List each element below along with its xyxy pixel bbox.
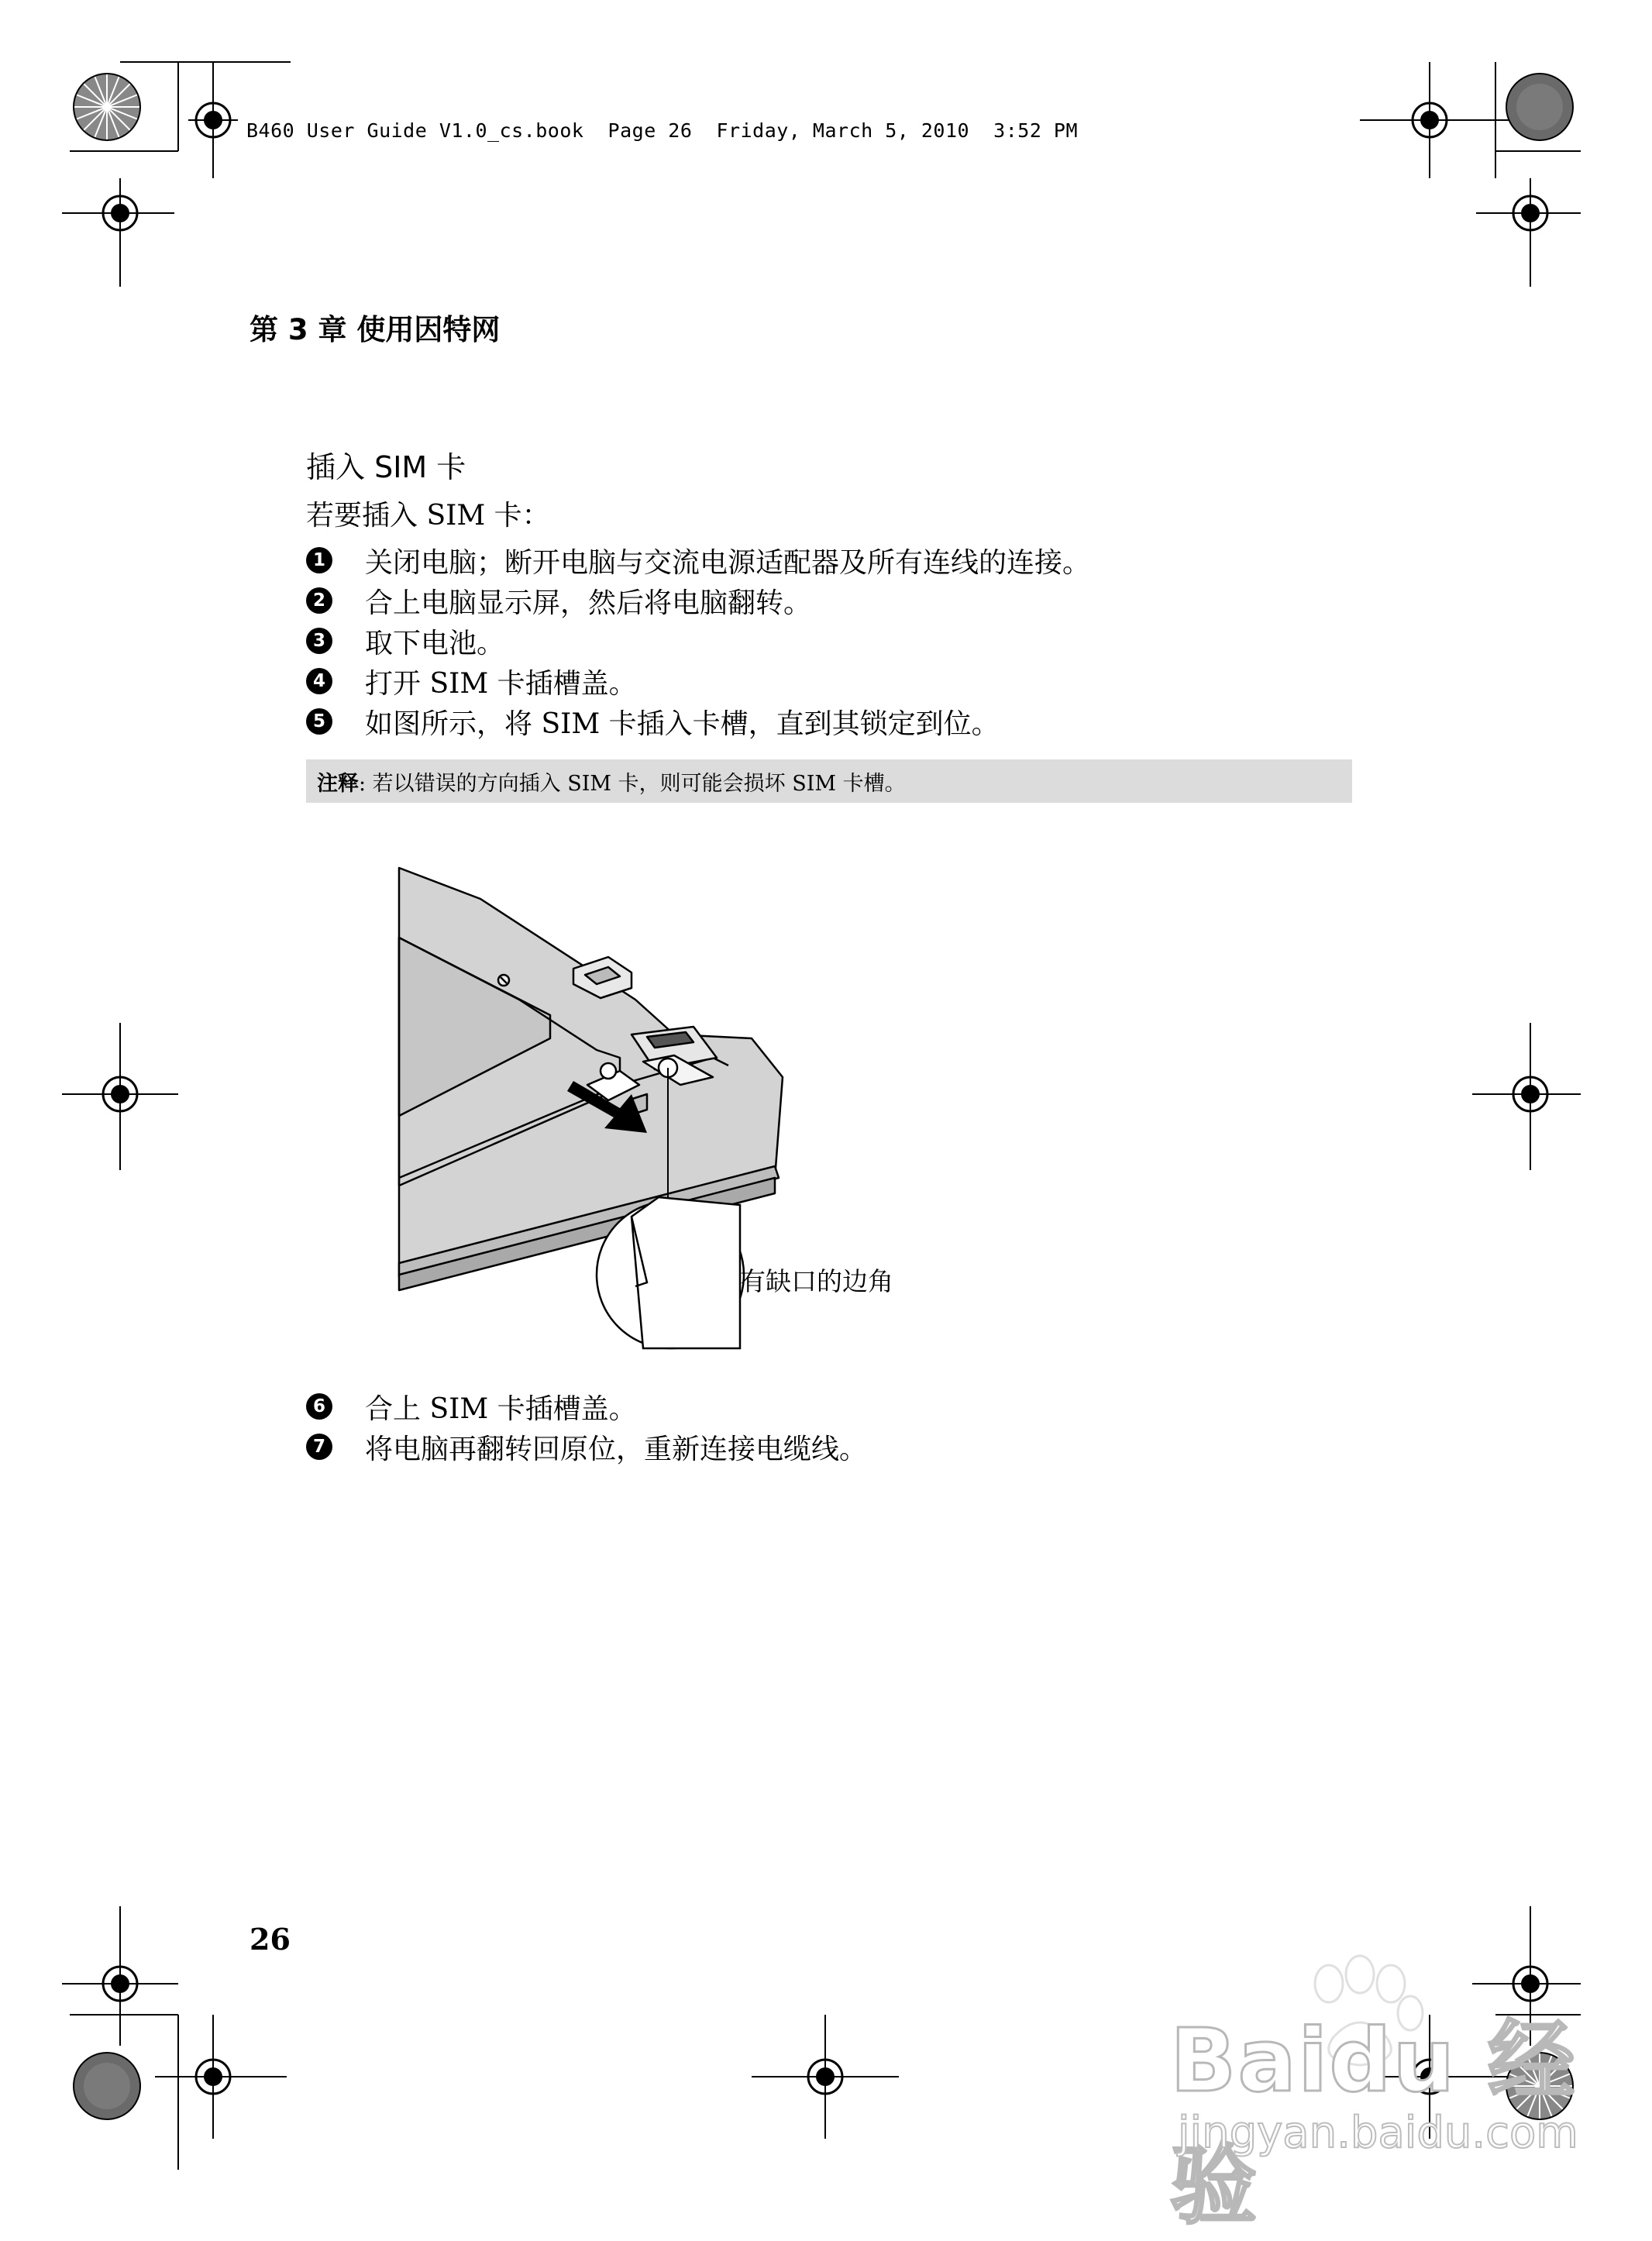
step-text: 关闭电脑；断开电脑与交流电源适配器及所有连线的连接。 (365, 546, 1091, 579)
step-1 (306, 540, 1090, 580)
step-number: 7 (306, 1434, 332, 1460)
step-text: 打开 SIM 卡插槽盖。 (365, 667, 637, 700)
step-7 (306, 1427, 867, 1467)
page-number: 26 (250, 1922, 291, 1957)
watermark-url: jingyan.baidu.com (1178, 2108, 1578, 2158)
chapter-title: 第 3 章 使用因特网 (250, 313, 501, 346)
section-title: 插入 SIM 卡 (306, 450, 466, 484)
step-number: 2 (306, 587, 332, 614)
step-6 (306, 1386, 637, 1427)
step-5 (306, 701, 1000, 742)
step-text: 将电脑再翻转回原位，重新连接电缆线。 (365, 1433, 868, 1465)
note-text: : 若以错误的方向插入 SIM 卡，则可能会损坏 SIM 卡槽。 (359, 771, 906, 796)
step-text: 合上 SIM 卡插槽盖。 (365, 1392, 637, 1425)
note-box (306, 759, 1352, 803)
step-text: 如图所示，将 SIM 卡插入卡槽，直到其锁定到位。 (365, 707, 1000, 740)
step-text: 合上电脑显示屏，然后将电脑翻转。 (365, 587, 812, 619)
step-number: 5 (306, 708, 332, 735)
section-intro: 若要插入 SIM 卡： (306, 500, 550, 532)
step-number: 3 (306, 628, 332, 654)
step-number: 6 (306, 1393, 332, 1420)
step-number: 1 (306, 547, 332, 573)
step-2 (306, 580, 811, 621)
step-number: 4 (306, 668, 332, 694)
note-label: 注释 (317, 771, 359, 796)
notched-corner-label: 有缺口的边角 (740, 1266, 893, 1296)
step-3 (306, 621, 504, 661)
step-4 (306, 661, 637, 701)
step-text: 取下电池。 (365, 627, 505, 659)
watermark-brand: Baidu 经验 (1170, 2011, 1577, 2236)
file-header: B460 User Guide V1.0_cs.book Page 26 Friday, March 5, 2010 3:52 PM (246, 119, 1079, 142)
